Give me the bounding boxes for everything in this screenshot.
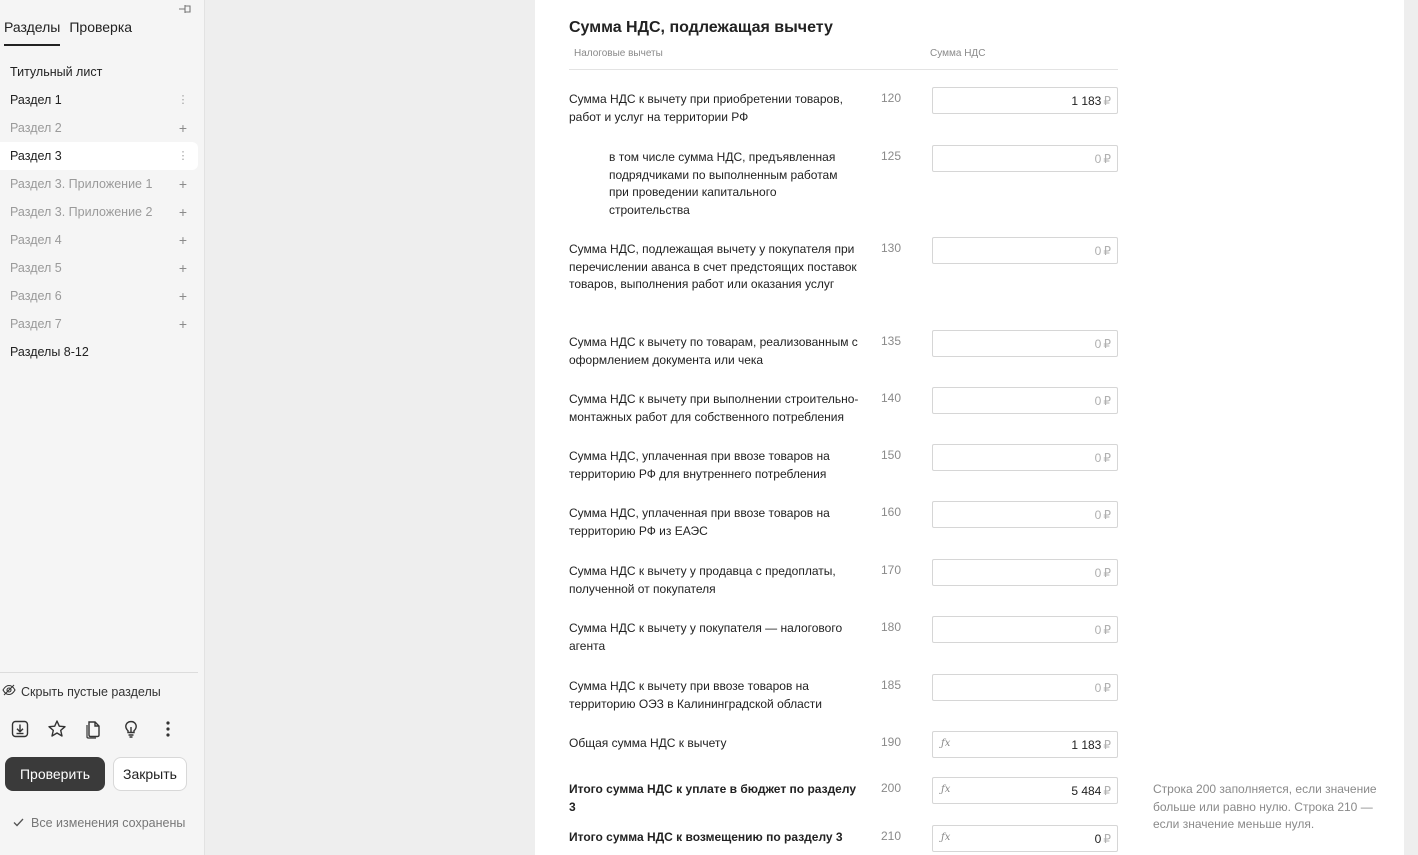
row-label: Сумма НДС, уплаченная при ввозе товаров на территорию РФ из ЕАЭС <box>569 506 830 538</box>
row-code: 135 <box>881 334 902 348</box>
vat-amount-value: 0 <box>1094 622 1102 637</box>
vat-amount-value: 0 <box>1094 565 1102 580</box>
row-code: 180 <box>881 620 902 634</box>
row-code: 170 <box>881 563 902 577</box>
vat-amount-value: 0 <box>1094 243 1102 258</box>
save-status <box>13 816 185 830</box>
vat-amount-input[interactable] <box>932 387 1118 414</box>
row-label: Сумма НДС, подлежащая вычету у покупателя при перечислении аванса в счет предстоящих поставок товаров, выполнения работ или оказания услуг <box>569 242 857 291</box>
formula-icon: ƒx <box>941 784 951 795</box>
row-label: в том числе сумма НДС, предъявленная подрядчиками по выполненным работам при проведении капитального строительства <box>609 150 838 217</box>
add-section-icon[interactable]: + <box>178 204 188 220</box>
ruble-sign: ₽ <box>1103 93 1111 108</box>
sidebar-item-label: Раздел 6 <box>10 289 62 303</box>
ruble-sign: ₽ <box>1103 243 1111 258</box>
section-form-panel <box>535 0 1404 855</box>
tab-sections[interactable]: Разделы <box>4 19 60 46</box>
formula-icon: ƒx <box>941 832 951 843</box>
sidebar-divider <box>0 672 198 673</box>
row-code: 185 <box>881 678 902 692</box>
download-icon[interactable] <box>10 719 30 739</box>
sidebar-item-label: Раздел 3 <box>10 149 62 163</box>
sidebar-item-label: Раздел 4 <box>10 233 62 247</box>
tab-check[interactable]: Проверка <box>69 19 133 35</box>
check-icon <box>13 816 24 830</box>
ruble-sign: ₽ <box>1103 151 1111 166</box>
sidebar-item-label: Раздел 7 <box>10 317 62 331</box>
sidebar-item[interactable] <box>0 254 198 282</box>
vat-amount-value: 0 <box>1094 450 1102 465</box>
sidebar-item-label: Раздел 1 <box>10 93 62 107</box>
page-title: Сумма НДС, подлежащая вычету <box>569 19 833 36</box>
lightbulb-icon[interactable] <box>121 719 141 739</box>
vat-amount-input[interactable] <box>932 501 1118 528</box>
sidebar-tabs <box>4 19 132 46</box>
vat-amount-value: 0 <box>1094 507 1102 522</box>
row-label: Сумма НДС к вычету при ввозе товаров на территорию ОЭЗ в Калининградской области <box>569 679 822 711</box>
header-divider <box>569 69 1118 70</box>
row-label: Сумма НДС к вычету у покупателя — налогового агента <box>569 621 843 653</box>
sidebar-item[interactable] <box>0 226 198 254</box>
row-label: Итого сумма НДС к уплате в бюджет по разделу 3 <box>569 782 856 814</box>
sidebar-item[interactable] <box>0 114 198 142</box>
sections-nav <box>0 58 198 366</box>
vat-amount-input[interactable] <box>932 777 1118 804</box>
ruble-sign: ₽ <box>1103 336 1111 351</box>
sidebar-item[interactable] <box>0 198 198 226</box>
vat-amount-input[interactable] <box>932 559 1118 586</box>
ruble-sign: ₽ <box>1103 393 1111 408</box>
ruble-sign: ₽ <box>1103 680 1111 695</box>
sidebar-item-label: Разделы 8-12 <box>10 345 89 359</box>
add-section-icon[interactable]: + <box>178 232 188 248</box>
row-label: Итого сумма НДС к возмещению по разделу 3 <box>569 830 843 844</box>
pin-icon[interactable] <box>176 2 194 16</box>
row-label: Общая сумма НДС к вычету <box>569 736 727 750</box>
vat-amount-value: 1 183 <box>1071 93 1102 108</box>
row-label: Сумма НДС к вычету по товарам, реализованным с оформлением документа или чека <box>569 335 858 367</box>
row-code: 200 <box>881 781 902 795</box>
save-status-label: Все изменения сохранены <box>31 816 186 830</box>
vat-amount-value: 0 <box>1094 336 1102 351</box>
vat-amount-input[interactable] <box>932 237 1118 264</box>
sections-sidebar <box>0 0 205 855</box>
sidebar-item-label: Раздел 5 <box>10 261 62 275</box>
row-code: 130 <box>881 241 902 255</box>
star-icon[interactable] <box>47 719 67 739</box>
ruble-sign: ₽ <box>1103 831 1111 846</box>
row-label: Сумма НДС, уплаченная при ввозе товаров на территорию РФ для внутреннего потребления <box>569 449 830 481</box>
sidebar-item[interactable] <box>0 142 198 170</box>
ruble-sign: ₽ <box>1103 622 1111 637</box>
vat-amount-value: 0 <box>1094 680 1102 695</box>
sidebar-item[interactable] <box>0 86 198 114</box>
vat-amount-value: 0 <box>1094 393 1102 408</box>
ruble-sign: ₽ <box>1103 565 1111 580</box>
vat-amount-input[interactable] <box>932 825 1118 852</box>
add-section-icon[interactable]: + <box>178 120 188 136</box>
ruble-sign: ₽ <box>1103 450 1111 465</box>
ruble-sign: ₽ <box>1103 783 1111 798</box>
sidebar-item[interactable] <box>0 170 198 198</box>
hide-empty-sections-toggle[interactable] <box>2 684 161 699</box>
vat-amount-value: 0 <box>1094 151 1102 166</box>
row-code: 140 <box>881 391 902 405</box>
row-code: 210 <box>881 829 902 843</box>
add-section-icon[interactable]: + <box>178 176 188 192</box>
row-code: 125 <box>881 149 902 163</box>
vat-amount-input[interactable] <box>932 330 1118 357</box>
rows-200-210-hint: Строка 200 заполняется, если значение больше или равно нулю. Строка 210 — если значение меньше нуля. <box>1153 782 1377 831</box>
sidebar-toolbar <box>10 719 178 739</box>
hide-empty-label: Скрыть пустые разделы <box>21 684 161 699</box>
section-menu-icon[interactable]: ⋮ <box>177 94 189 106</box>
row-code: 150 <box>881 448 902 462</box>
row-label: Сумма НДС к вычету у продавца с предоплаты, полученной от покупателя <box>569 564 836 596</box>
sidebar-item-label: Раздел 3. Приложение 2 <box>10 205 153 219</box>
vat-amount-input[interactable] <box>932 674 1118 701</box>
ruble-sign: ₽ <box>1103 507 1111 522</box>
ruble-sign: ₽ <box>1103 737 1111 752</box>
row-code: 160 <box>881 505 902 519</box>
sidebar-item[interactable] <box>0 282 198 310</box>
add-section-icon[interactable]: + <box>178 288 188 304</box>
row-code: 190 <box>881 735 902 749</box>
close-button[interactable]: Закрыть <box>113 757 187 791</box>
sidebar-item[interactable] <box>0 338 198 366</box>
check-button[interactable]: Проверить <box>5 757 105 791</box>
vat-amount-value: 1 183 <box>1071 737 1102 752</box>
sidebar-item-label: Титульный лист <box>10 65 103 79</box>
formula-icon: ƒx <box>941 738 951 749</box>
column-header-vat-amount: Сумма НДС <box>930 48 986 59</box>
more-vertical-icon[interactable] <box>158 719 178 739</box>
vat-amount-input[interactable] <box>932 444 1118 471</box>
sidebar-item[interactable] <box>0 58 198 86</box>
eye-off-icon <box>2 684 16 699</box>
right-gutter <box>1404 0 1418 855</box>
row-label: Сумма НДС к вычету при приобретении товаров, работ и услуг на территории РФ <box>569 92 843 124</box>
row-code: 120 <box>881 91 902 105</box>
documents-icon[interactable] <box>84 719 104 739</box>
column-header-deductions: Налоговые вычеты <box>574 48 663 59</box>
row-label: Сумма НДС к вычету при выполнении строительно-монтажных работ для собственного потребления <box>569 392 859 424</box>
vat-amount-input[interactable] <box>932 616 1118 643</box>
vat-amount-input[interactable] <box>932 87 1118 114</box>
vat-amount-value: 5 484 <box>1071 783 1102 798</box>
add-section-icon[interactable]: + <box>178 316 188 332</box>
sidebar-item-label: Раздел 2 <box>10 121 62 135</box>
sidebar-item[interactable] <box>0 310 198 338</box>
vat-amount-input[interactable] <box>932 145 1118 172</box>
add-section-icon[interactable]: + <box>178 260 188 276</box>
vat-amount-value: 0 <box>1094 831 1102 846</box>
sidebar-item-label: Раздел 3. Приложение 1 <box>10 177 153 191</box>
vat-amount-input[interactable] <box>932 731 1118 758</box>
section-menu-icon[interactable]: ⋮ <box>177 150 189 162</box>
